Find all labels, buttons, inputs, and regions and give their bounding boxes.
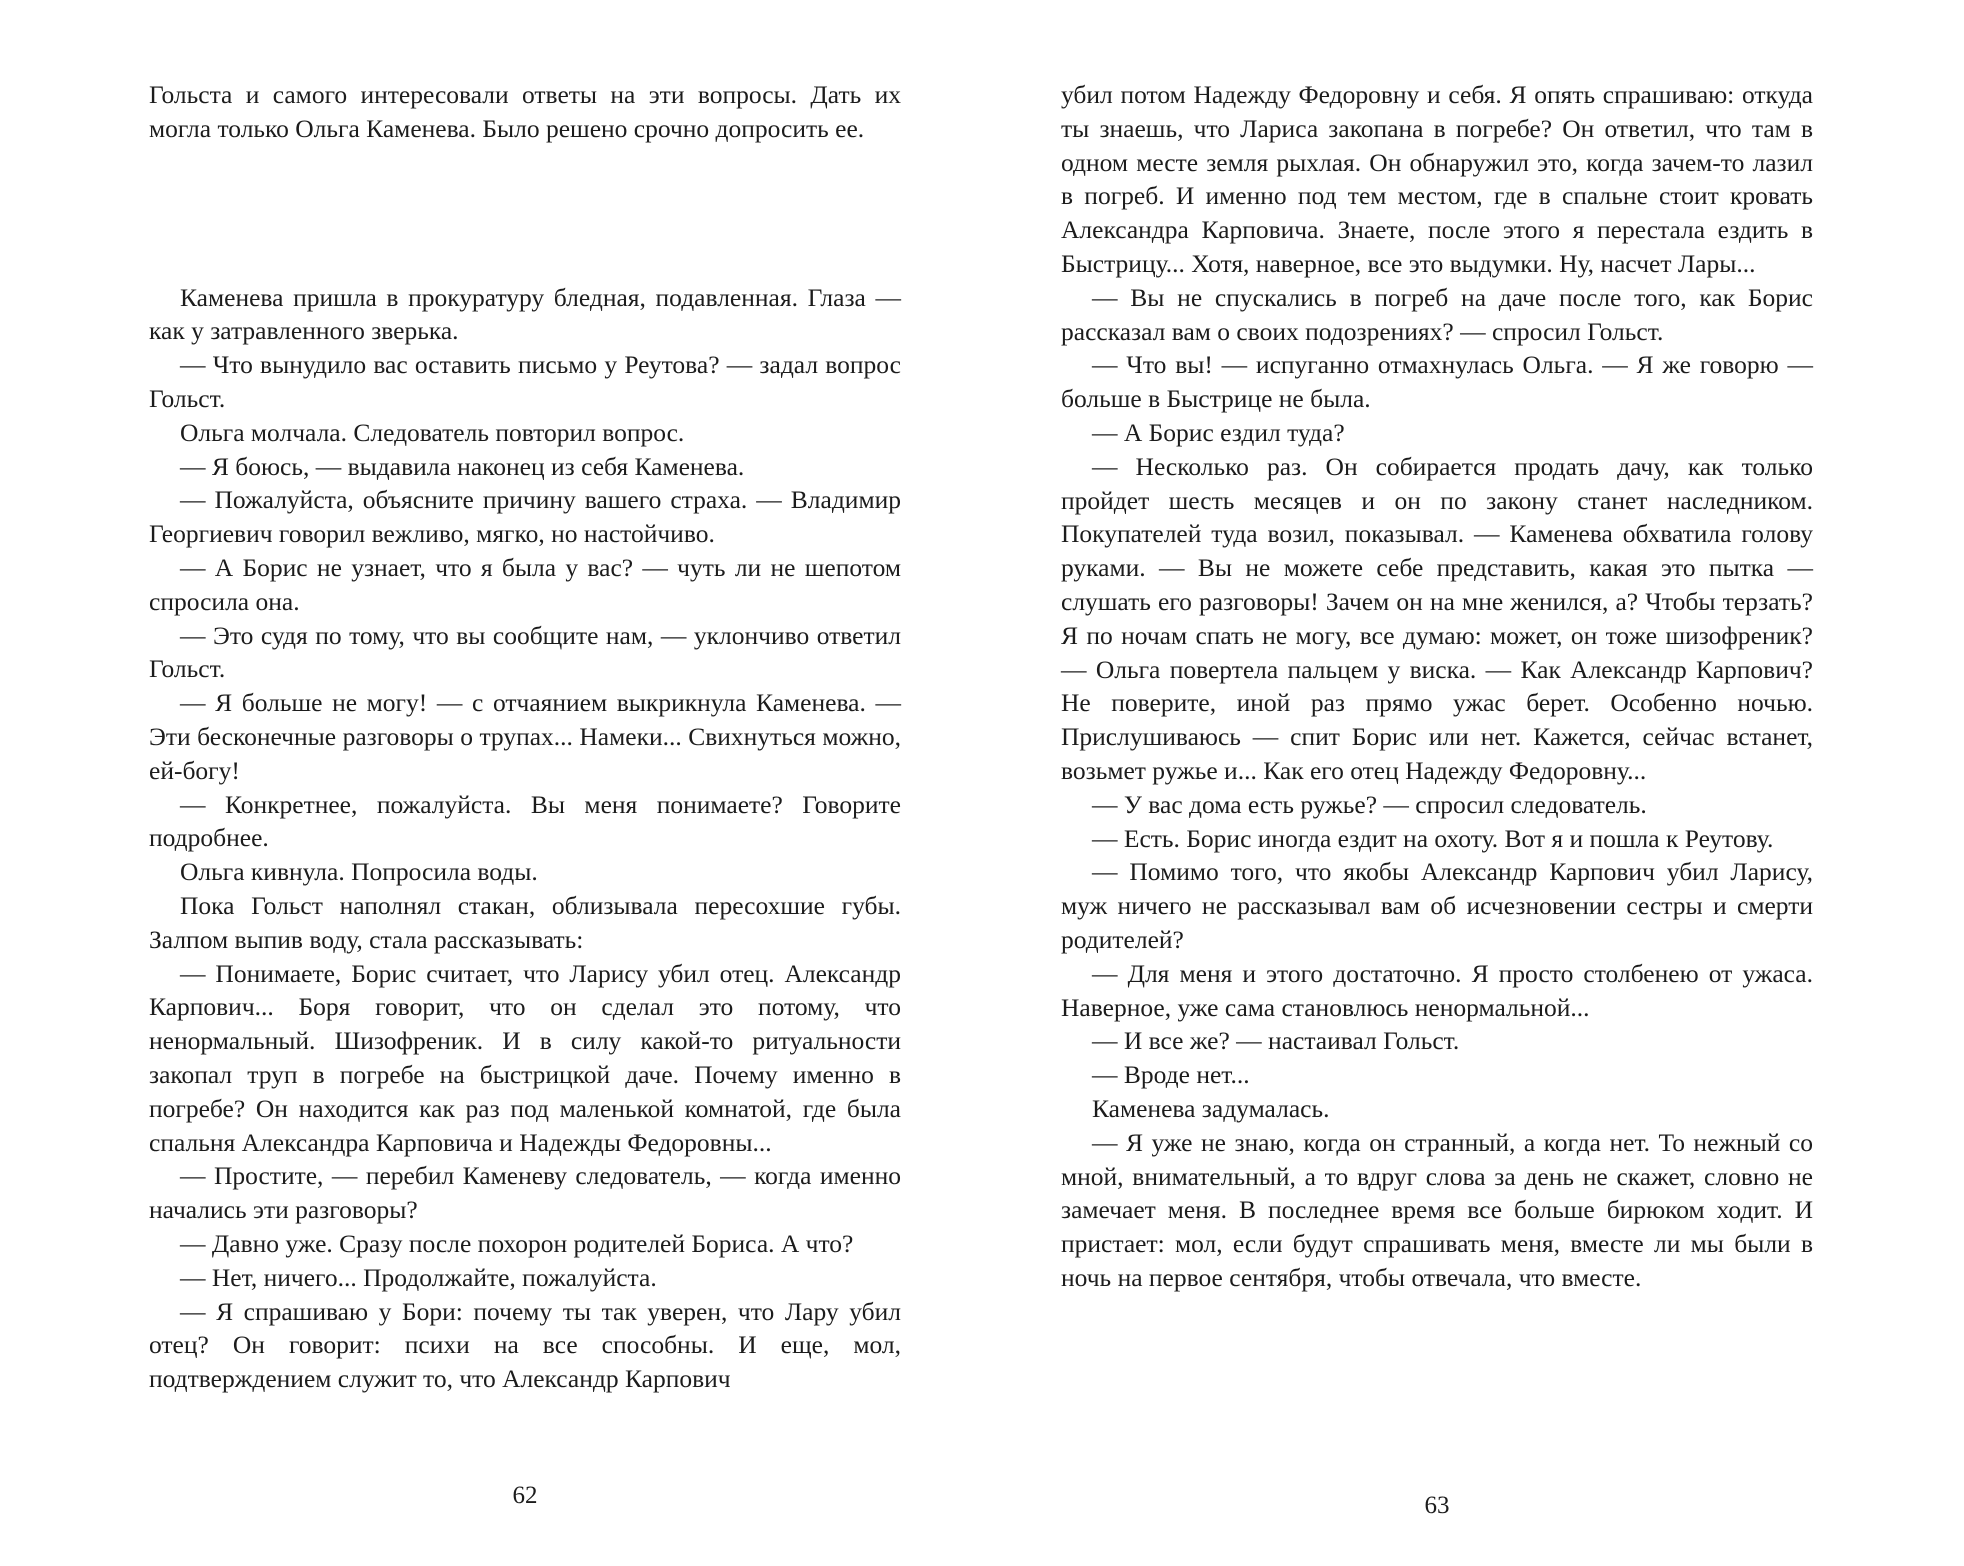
- paragraph: — А Борис не узнает, что я была у вас? — чуть ли не шепотом спросила она.: [149, 552, 901, 616]
- paragraph: — Вы не спускались в погреб на даче после того, как Борис рассказал вам о своих подозрениях? — спросил Гольст.: [1061, 282, 1813, 346]
- paragraph: — Есть. Борис иногда ездит на охоту. Вот я и пошла к Реутову.: [1092, 823, 1774, 853]
- page-number: 62: [512, 1482, 538, 1509]
- right-page: [1061, 78, 1813, 1519]
- paragraph: — Пожалуйста, объясните причину вашего страха. — Владимир Георгиевич говорил вежливо, мягко, но настойчиво.: [149, 485, 901, 549]
- paragraph: — Что вынудило вас оставить письмо у Реутова? — задал вопрос Гольст.: [149, 350, 901, 413]
- paragraph: — Я больше не могу! — с отчаянием выкрикнула Каменева. — Эти бесконечные разговоры о трупах... Намеки... Свихнуться можно, ей-богу!: [149, 688, 901, 785]
- paragraph: Пока Гольст наполнял стакан, облизывала пересохшие губы. Залпом выпив воду, стала рассказывать:: [149, 890, 901, 954]
- paragraph: убил потом Надежду Федоровну и себя. Я опять спрашиваю: откуда ты знаешь, что Лариса закопана в погребе? Он ответил, что там в одном месте земля рыхлая. Он обнаружил это, когда зачем-то лазил в погреб. И именно под тем местом, где в спальне стоит кровать Александра Карповича. Знаете, после этого я перестала ездить в Быстрицу... Хотя, наверное, все это выдумки. Ну, насчет Лары...: [1061, 80, 1813, 278]
- paragraph: — И все же? — настаивал Гольст.: [1092, 1026, 1460, 1056]
- paragraph: Гольста и самого интересовали ответы на эти вопросы. Дать их могла только Ольга Каменева. Было решено срочно допросить ее.: [149, 80, 901, 143]
- paragraph: — Конкретнее, пожалуйста. Вы меня понимаете? Говорите подробнее.: [149, 789, 901, 853]
- paragraph: — Я боюсь, — выдавила наконец из себя Каменева.: [180, 451, 745, 481]
- paragraph: — Нет, ничего... Продолжайте, пожалуйста.: [180, 1262, 657, 1292]
- paragraph: — А Борис ездил туда?: [1092, 417, 1345, 447]
- paragraph: Ольга молчала. Следователь повторил вопрос.: [180, 417, 685, 447]
- paragraph: — Для меня и этого достаточно. Я просто столбенею от ужаса. Наверное, уже сама становлюсь ненормальной...: [1061, 958, 1813, 1022]
- paragraph: Каменева пришла в прокуратуру бледная, подавленная. Глаза — как у затравленного зверька.: [149, 282, 901, 346]
- paragraph: Ольга кивнула. Попросила воды.: [180, 857, 538, 887]
- paragraph: — Я уже не знаю, когда он странный, а когда нет. То нежный со мной, внимательный, а то вдруг слова за день не скажет, словно не замечает меня. В последнее время все больше бирюком ходит. И пристает: мол, если будут спрашивать меня, вместе ли мы были в ночь на первое сентября, чтобы отвечала, что вместе.: [1061, 1127, 1813, 1292]
- left-page: [149, 78, 901, 1509]
- section-break: [149, 146, 901, 281]
- paragraph: — Несколько раз. Он собирается продать дачу, как только пройдет шесть месяцев и он по закону станет наследником. Покупателей туда возил, показывал. — Каменева обхватила голову руками. — Вы не можете себе представить, какая это пытка — слушать его разговоры! Зачем он на мне женился, а? Чтобы терзать? Я по ночам спать не могу, все думаю: может, он тоже шизофреник? — Ольга повертела пальцем у виска. — Как Александр Карпович? Не поверите, иной раз прямо ужас берет. Особенно ночью. Прислушиваюсь — спит Борис или нет. Кажется, сейчас встанет, возьмет ружье и... Как его отец Надежду Федоровну...: [1061, 451, 1813, 785]
- paragraph: — Что вы! — испуганно отмахнулась Ольга. — Я же говорю — больше в Быстрице не была.: [1061, 350, 1813, 414]
- paragraph: — Вроде нет...: [1092, 1060, 1250, 1090]
- left-page-text: [149, 78, 901, 1396]
- page-number: 63: [1424, 1492, 1450, 1519]
- right-page-text: [1061, 78, 1813, 1295]
- paragraph: — Давно уже. Сразу после похорон родителей Бориса. А что?: [180, 1228, 854, 1258]
- paragraph: — Я спрашиваю у Бори: почему ты так уверен, что Лару убил отец? Он говорит: психи на все способны. И еще, мол, подтверждением служит то, что Александр Карпович: [149, 1296, 901, 1394]
- paragraph: — Это судя по тому, что вы сообщите нам, — уклончиво ответил Гольст.: [149, 620, 901, 684]
- paragraph: — Помимо того, что якобы Александр Карпович убил Ларису, муж ничего не рассказывал вам об исчезновении сестры и смерти родителей?: [1061, 857, 1813, 954]
- paragraph: Каменева задумалась.: [1092, 1093, 1330, 1123]
- paragraph: — Простите, — перебил Каменеву следователь, — когда именно начались эти разговоры?: [149, 1161, 901, 1225]
- paragraph: — Понимаете, Борис считает, что Ларису убил отец. Александр Карпович... Боря говорит, что он сделал это потому, что ненормальный. Шизофреник. И в силу какой-то ритуальности закопал труп в погребе на быстрицкой даче. Почему именно в погребе? Он находится как раз под маленькой комнатой, где была спальня Александра Карповича и Надежды Федоровны...: [149, 958, 901, 1157]
- paragraph: — У вас дома есть ружье? — спросил следователь.: [1092, 789, 1647, 819]
